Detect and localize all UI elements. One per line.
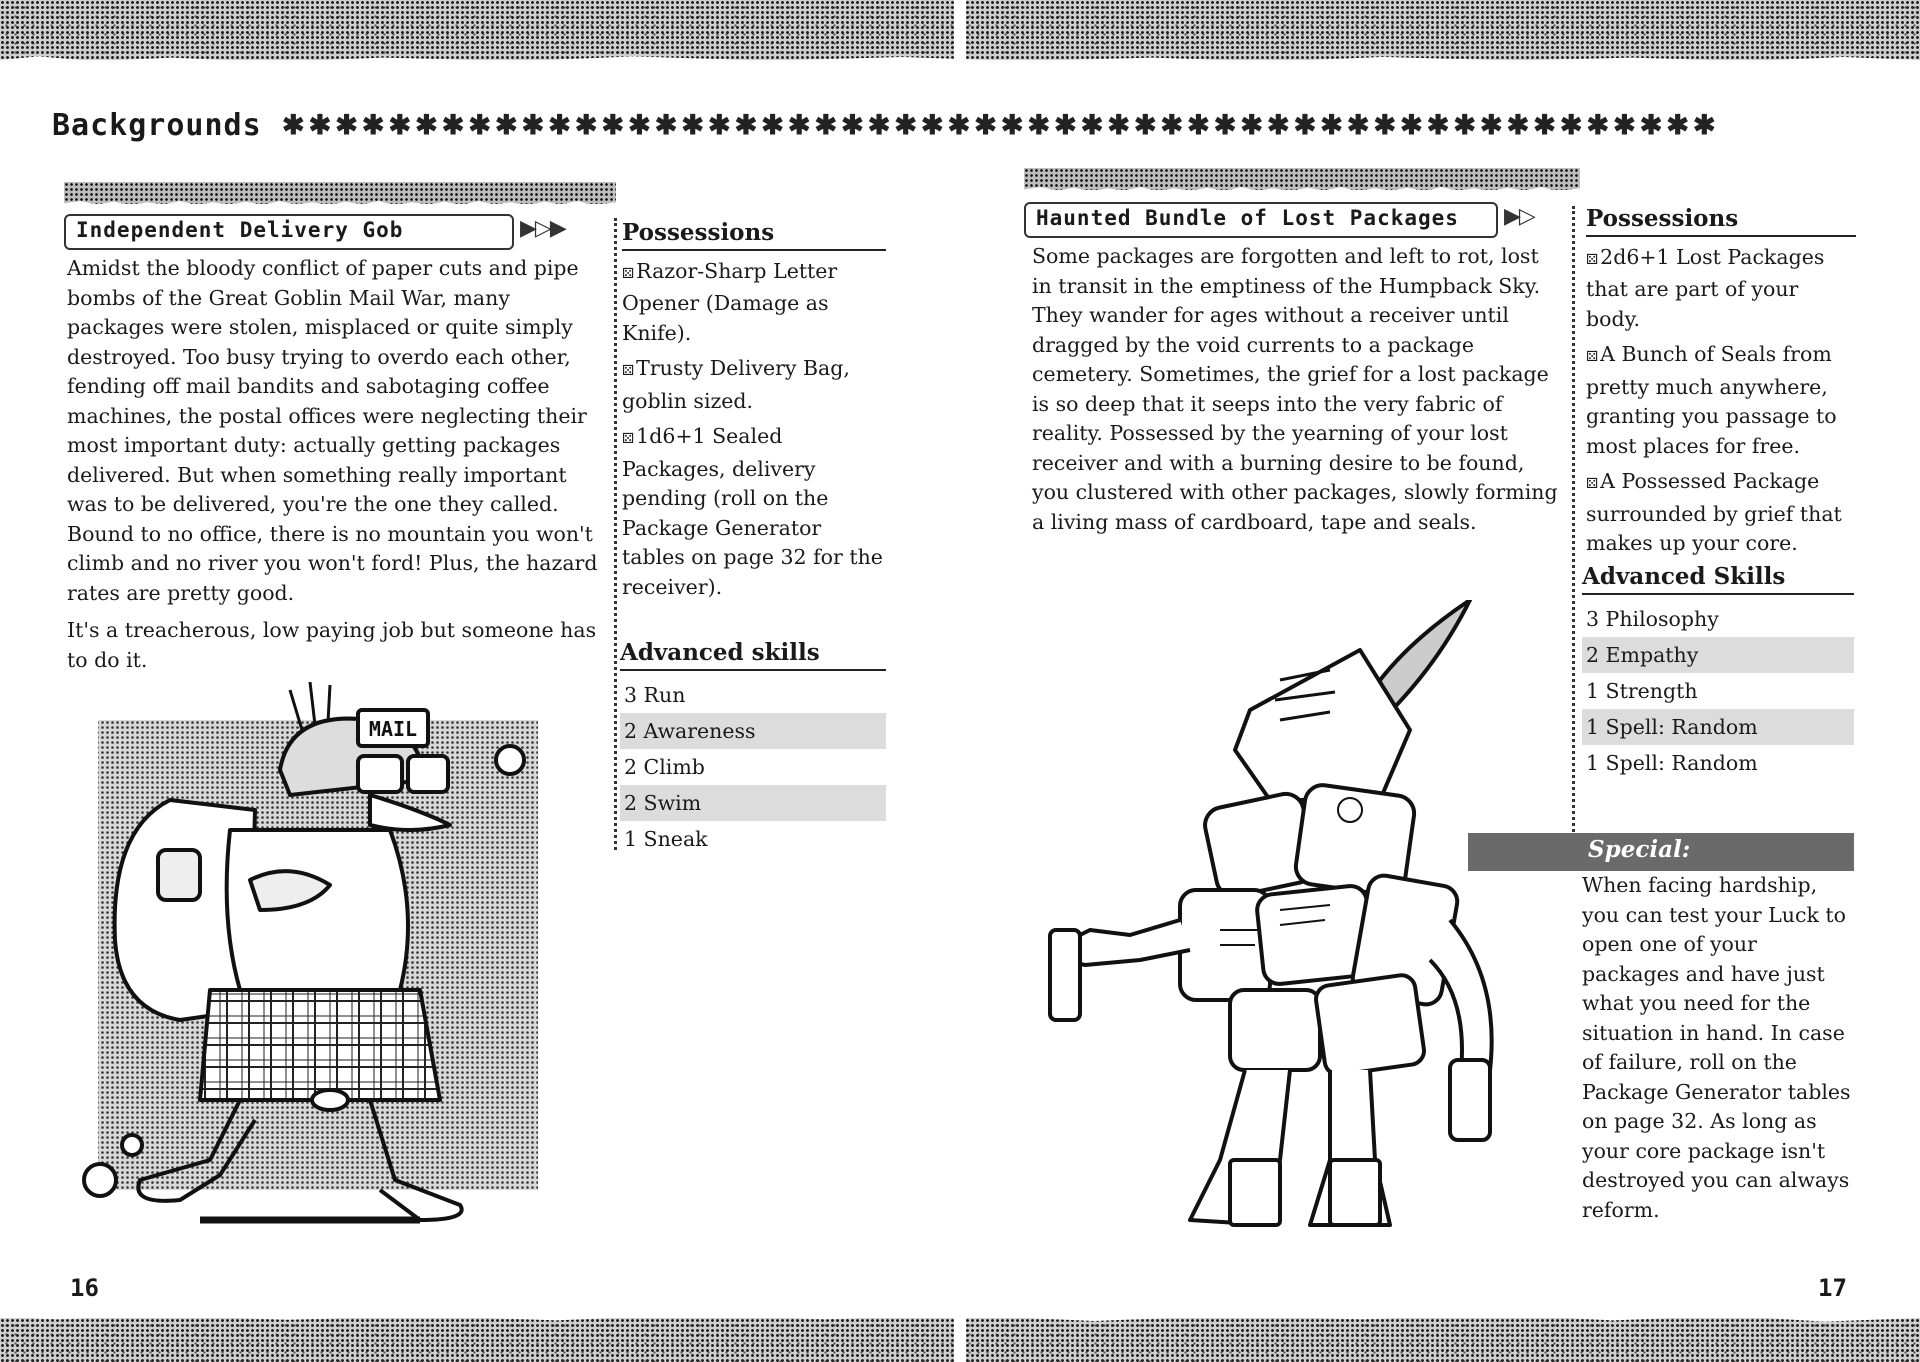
arrow-decoration-left: ▶▷▶: [520, 216, 565, 241]
skills-panel-right: [1582, 562, 1854, 781]
possession-item: ⚄Razor-Sharp Letter Opener (Damage as Knife).: [622, 258, 838, 345]
dice-icon: ⚄: [622, 363, 635, 379]
possessions-heading: Possessions: [622, 218, 886, 251]
page-title: Backgrounds: [52, 108, 262, 143]
skill-row: 2 Climb: [624, 754, 705, 779]
possession-item: ⚄A Bunch of Seals from pretty much anywhere, granting you passage to most places for free.: [1586, 342, 1837, 458]
skill-row: 1 Sneak: [624, 826, 708, 851]
special-description: When facing hardship, you can test your Luck to open one of your packages and have just what you need for the situation in hand. In case of failure, roll on the Package Generator tables on page 32. As long as your core package isn't destroyed you can always reform.: [1582, 873, 1851, 1222]
dice-icon: ⚄: [622, 265, 635, 282]
possessions-panel-left: [622, 218, 886, 608]
paragraph: Amidst the bloody conflict of paper cuts and pipe bombs of the Great Goblin Mail War, many packages were stolen, misplaced or quite simply destroyed. Too busy trying to overdo each other, fending off mail bandits and sabotaging coffee machines, the postal offices were neglecting their most important duty: actually getting packages delivered. But when something really important was to be delivered, you're the one they called. Bound to no office, there is no mountain you won't climb and no river you won't ford! Plus, the hazard rates are pretty good.: [67, 256, 598, 605]
skills-panel-left: [620, 638, 886, 857]
background-title-left: Independent Delivery Gob: [64, 214, 514, 250]
page-number-left: 16: [70, 1274, 99, 1302]
possession-item: ⚄Trusty Delivery Bag, goblin sized.: [622, 356, 850, 413]
mail-sign-text: MAIL: [368, 717, 418, 741]
dice-icon: ⚄: [1586, 349, 1599, 365]
skill-row: 2 Empathy: [1582, 637, 1854, 673]
skill-row: 1 Spell: Random: [1586, 750, 1758, 775]
background-title-right: Haunted Bundle of Lost Packages: [1024, 202, 1498, 238]
page-spine: [954, 0, 966, 1362]
skill-row: 2 Swim: [620, 785, 886, 821]
skill-row: 3 Run: [624, 682, 686, 707]
possession-item: ⚄A Possessed Package surrounded by grief that makes up your core.: [1586, 469, 1842, 555]
possessions-panel-right: [1586, 204, 1856, 565]
dice-icon: ⚄: [622, 431, 635, 447]
package-golem-illustration: [1030, 600, 1590, 1240]
background-description-left: [67, 254, 607, 683]
page-number-right: 17: [1818, 1274, 1847, 1302]
paragraph: It's a treacherous, low paying job but someone has to do it.: [67, 618, 597, 672]
title-star-divider: ✱✱✱✱✱✱✱✱✱✱✱✱✱✱✱✱✱✱✱✱✱✱✱✱✱✱✱✱✱✱✱✱✱✱✱✱✱✱✱✱✱✱✱✱✱✱✱✱✱✱✱✱✱✱: [282, 110, 1720, 141]
halftone-stripe-left: [64, 182, 616, 204]
paragraph: Some packages are forgotten and left to rot, lost in transit in the emptiness of the Humpback Sky. They wander for ages without a receiver until dragged by the void currents to a package cemetery. Sometimes, the grief for a lost package is so deep that it seeps into the very fabric of reality. Possessed by the yearning of your lost receiver and with a burning desire to be found, you clustered with other packages, slowly forming a living mass of cardboard, tape and seals.: [1032, 244, 1558, 534]
background-description-right: [1032, 242, 1562, 545]
skill-row: 2 Awareness: [620, 713, 886, 749]
possession-item: ⚄2d6+1 Lost Packages that are part of your body.: [1586, 244, 1825, 331]
skills-heading: Advanced skills: [620, 638, 886, 671]
special-label: Special:: [1588, 836, 1691, 863]
possession-item: ⚄1d6+1 Sealed Packages, delivery pending (roll on the Package Generator tables on page 32 for the receiver).: [622, 424, 883, 599]
halftone-stripe-right: [1024, 168, 1580, 190]
skill-row: 1 Spell: Random: [1582, 709, 1854, 745]
goblin-courier-illustration: [40, 660, 560, 1260]
arrow-decoration-right: ▶▷: [1504, 204, 1534, 229]
skill-row: 3 Philosophy: [1586, 606, 1719, 631]
possessions-heading: Possessions: [1586, 204, 1856, 237]
dice-icon: ⚄: [1586, 476, 1599, 492]
skills-heading: Advanced Skills: [1582, 562, 1854, 595]
dice-icon: ⚄: [1586, 251, 1599, 268]
dotted-column-divider-left: [614, 218, 617, 850]
skill-row: 1 Strength: [1586, 678, 1698, 703]
